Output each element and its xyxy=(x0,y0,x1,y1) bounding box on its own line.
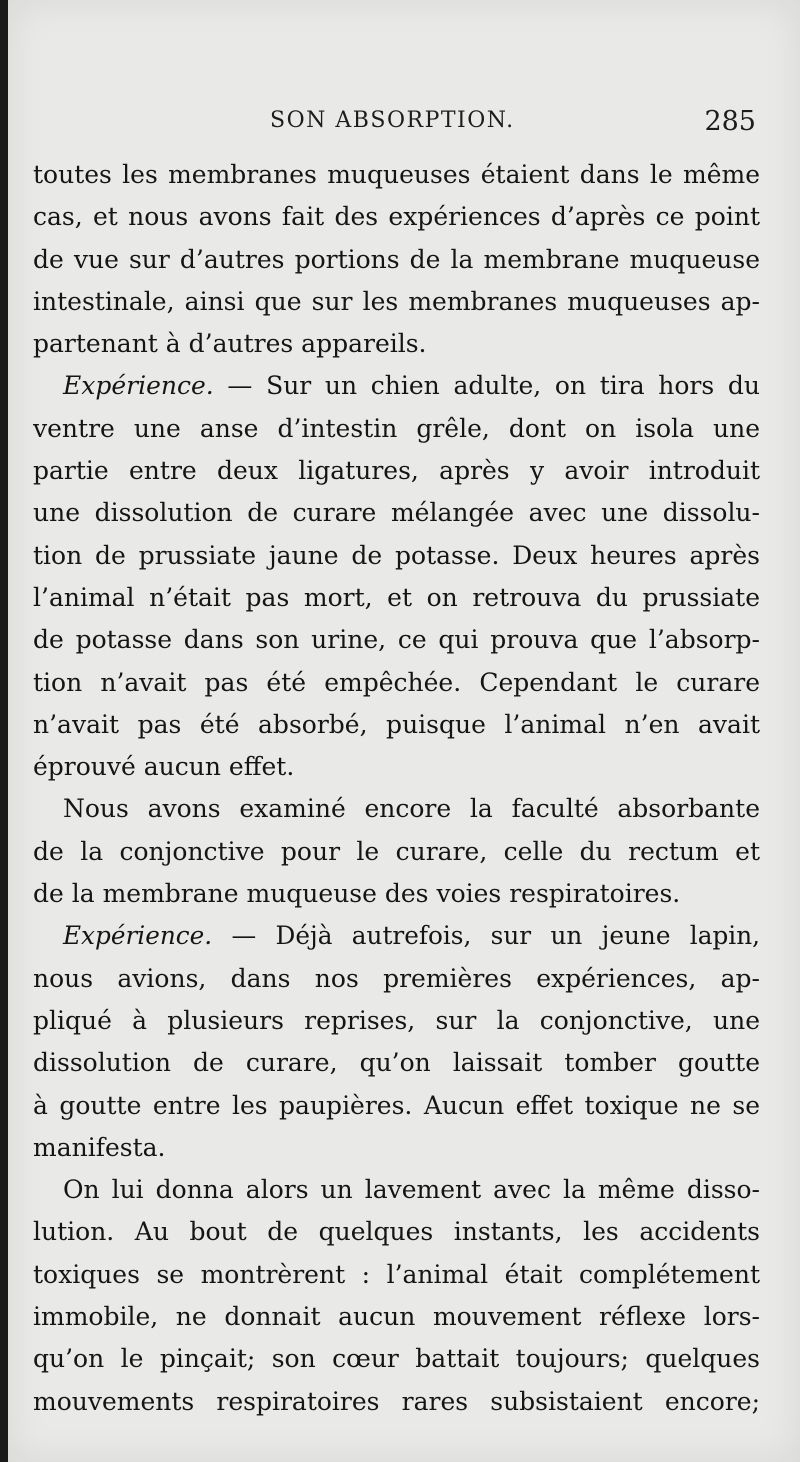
experience-heading: Expérience. xyxy=(63,921,213,951)
running-head xyxy=(8,106,800,142)
experience-heading: Expérience. xyxy=(63,371,214,401)
text-line: Expérience. — Sur un chien adulte, on tira hors du xyxy=(63,371,760,401)
text-line: de la conjonctive pour le curare, celle du rectum et xyxy=(33,836,760,866)
text-line: l’animal n’était pas mort, et on retrouva du prussiate xyxy=(33,582,760,612)
text-line: de potasse dans son urine, ce qui prouva que l’absorp- xyxy=(33,625,760,655)
body-text xyxy=(33,154,760,1423)
book-page xyxy=(8,0,800,1462)
text-line: Expérience. — Déjà autrefois, sur un jeune lapin, xyxy=(63,921,760,951)
text-line: tion n’avait pas été empêchée. Cependant le curare xyxy=(33,667,760,697)
text-line: ventre une anse d’intestin grêle, dont on isola une xyxy=(33,413,760,443)
text-line: tion de prussiate jaune de potasse. Deux heures après xyxy=(33,540,760,570)
text-line: pliqué à plusieurs reprises, sur la conjonctive, une xyxy=(33,1005,760,1035)
text-line: n’avait pas été absorbé, puisque l’animal n’en avait xyxy=(33,709,760,739)
text-line: immobile, ne donnait aucun mouvement réflexe lors- xyxy=(33,1302,760,1332)
text-line: manifesta. xyxy=(33,1132,166,1162)
text-line: qu’on le pinçait; son cœur battait toujours; quelques xyxy=(33,1344,760,1374)
text-line: toxiques se montrèrent : l’animal était complétement xyxy=(33,1259,760,1289)
text-line: cas, et nous avons fait des expériences d’après ce point xyxy=(33,202,760,232)
text-line: partenant à d’autres appareils. xyxy=(33,329,427,359)
text-line: de la membrane muqueuse des voies respiratoires. xyxy=(33,879,681,909)
text-line: nous avions, dans nos premières expériences, ap- xyxy=(33,963,760,993)
text-line: lution. Au bout de quelques instants, les accidents xyxy=(33,1217,760,1247)
text-line: de vue sur d’autres portions de la membrane muqueuse xyxy=(33,244,760,274)
text-line: Nous avons examiné encore la faculté absorbante xyxy=(63,794,760,824)
text-line: intestinale, ainsi que sur les membranes muqueuses ap- xyxy=(33,286,760,316)
text-line: mouvements respiratoires rares subsistaient encore; xyxy=(33,1386,760,1416)
page-number: 285 xyxy=(704,106,756,137)
running-title: SON ABSORPTION. xyxy=(270,108,515,133)
text-line: une dissolution de curare mélangée avec une dissolu- xyxy=(33,498,760,528)
text-line: partie entre deux ligatures, après y avoir introduit xyxy=(33,456,760,486)
text-line: éprouvé aucun effet. xyxy=(33,752,295,782)
text-line: à goutte entre les paupières. Aucun effet toxique ne se xyxy=(33,1090,760,1120)
text-line: On lui donna alors un lavement avec la même disso- xyxy=(63,1175,760,1205)
text-line: toutes les membranes muqueuses étaient dans le même xyxy=(33,160,760,189)
text-line: dissolution de curare, qu’on laissait tomber goutte xyxy=(33,1048,760,1078)
